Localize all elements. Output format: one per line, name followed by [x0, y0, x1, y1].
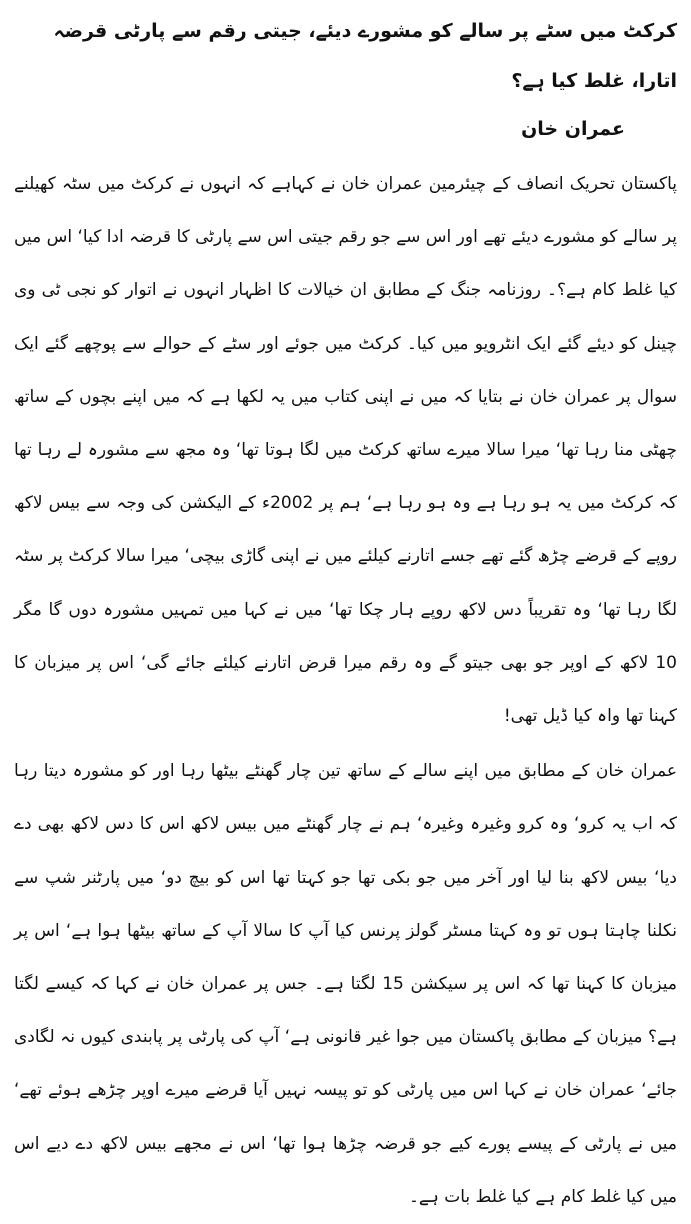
article-headline: کرکٹ میں سٹے پر سالے کو مشورے دیئے، جیتی رقم سے پارٹی قرضہ اتارا، غلط کیا ہے؟ [53, 20, 677, 92]
article-byline: عمران خان [521, 118, 625, 140]
article-paragraph-1: پاکستان تحریک انصاف کے چیئرمین عمران خان نے کہاہے کہ انہوں نے کرکٹ میں سٹہ کھیلنے پر سالے کو مشورے دیئے تھے اور اس سے جو رقم جیتی اس سے پارٹی کا قرضہ ادا کیا‘ اس میں کیا غلط کام ہے؟۔ روزنامہ جنگ کے مطابق ان خیالات کا اظہار انہوں نے اتوار کو نجی ٹی وی چینل کو دیئے گئے ایک انٹرویو میں کیا۔ کرکٹ میں جوئے اور سٹے کے حوالے سے پوچھے گئے ایک سوال پر عمران خان نے بتایا کہ میں نے اپنی کتاب میں یہ لکھا ہے کہ میں اپنے بچوں کے ساتھ چھٹی منا رہا تھا‘ میرا سالا میرے ساتھ کرکٹ میں لگا ہوتا تھا‘ وہ مجھ سے مشورہ لے رہا تھا کہ کرکٹ میں یہ ہو رہا ہے وہ ہو رہا ہے‘ ہم پر 2002ء کے الیکشن کی وجہ سے بیس لاکھ روپے کے قرضے چڑھ گئے تھے جسے اتارنے کیلئے میں نے اپنی گاڑی بیچی‘ میرا سالا کرکٹ پر سٹہ لگا رہا تھا‘ وہ تقریباً دس لاکھ روپے ہار چکا تھا‘ میں نے کہا میں تمہیں مشورہ دوں گا مگر 10 لاکھ کے اوپر جو بھی جیتو گے وہ رقم میرا قرض اتارنے کیلئے جائے گی‘ اس پر میزبان کا کہنا تھا واہ کیا ڈیل تھی! [14, 174, 677, 727]
article-paragraph-2: عمران خان کے مطابق میں اپنے سالے کے ساتھ تین چار گھنٹے بیٹھا رہا اور کو مشورہ دیتا رہا کہ اب یہ کرو‘ وہ کرو وغیرہ وغیرہ‘ ہم نے چار گھنٹے میں بیس لاکھ اس کا دس لاکھ بھی دے دیا‘ بیس لاکھ بنا لیا اور آخر میں جو بکی تھا جو کہتا تھا اس کو بیچ دو‘ میں پارٹنر شپ سے نکلنا چاہتا ہوں تو وہ کہتا مسٹر گولز پرنس کیا آپ کا سالا آپ کے ساتھ بیٹھا ہوا ہے‘ اس پر میزبان کا کہنا تھا کہ اس پر سیکشن 15 لگتا ہے۔ جس پر عمران خان نے کہا کہ کیسے لگتا ہے؟ میزبان کے مطابق پاکستان میں جوا غیر قانونی ہے‘ آپ کی پارٹی پر پابندی کیوں نہ لگادی جائے‘ عمران خان نے کہا اس میں پارٹی کو تو پیسہ نہیں آیا قرضے میرے اوپر چڑھے ہوئے تھے‘ میں نے پارٹی کے پیسے پورے کیے جو قرضہ چڑھا ہوا تھا‘ اس نے مجھے بیس لاکھ دے دیے اس میں کیا غلط کام ہے کیا غلط بات ہے۔ [14, 761, 678, 1207]
